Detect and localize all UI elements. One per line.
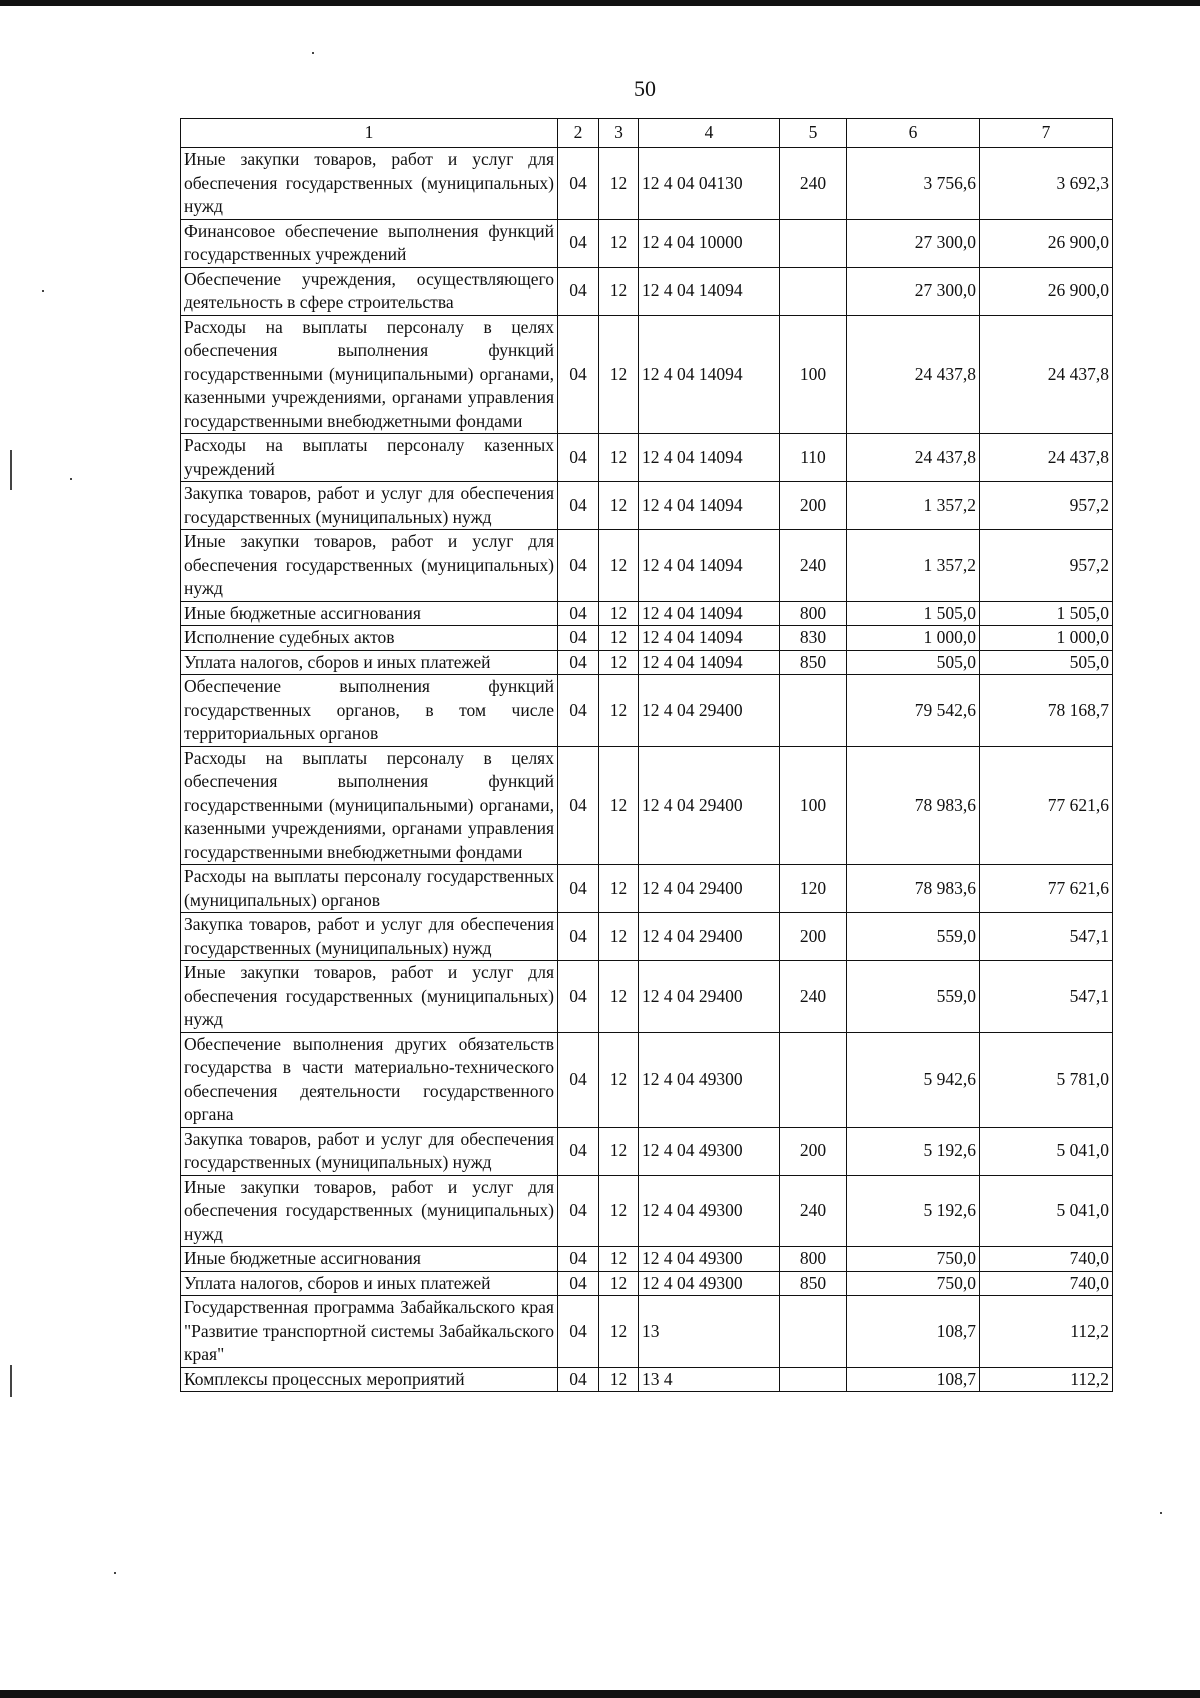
row-col3: 12 [599,1127,639,1175]
row-col2: 04 [558,601,599,626]
row-col2: 04 [558,1367,599,1392]
table-row [181,530,1113,602]
table-row [181,865,1113,913]
row-value-6: 108,7 [847,1367,980,1392]
row-col2: 04 [558,482,599,530]
row-value-7: 740,0 [980,1271,1113,1296]
row-name: Обеспечение выполнения других обязательств государства в части материально-технического обеспечения деятельности государственного органа [181,1032,558,1127]
row-type: 800 [780,1247,847,1272]
row-value-7: 112,2 [980,1367,1113,1392]
row-col2: 04 [558,1271,599,1296]
row-col3: 12 [599,675,639,747]
row-col2: 04 [558,746,599,865]
row-code: 12 4 04 49300 [639,1271,780,1296]
row-value-6: 108,7 [847,1296,980,1368]
row-value-6: 5 192,6 [847,1175,980,1247]
row-type [780,267,847,315]
row-code: 12 4 04 49300 [639,1175,780,1247]
row-code: 13 [639,1296,780,1368]
row-code: 12 4 04 10000 [639,219,780,267]
row-value-6: 750,0 [847,1271,980,1296]
row-col2: 04 [558,650,599,675]
row-col3: 12 [599,148,639,220]
row-code: 12 4 04 04130 [639,148,780,220]
table-row [181,482,1113,530]
row-col3: 12 [599,434,639,482]
row-value-7: 77 621,6 [980,746,1113,865]
row-value-7: 1 505,0 [980,601,1113,626]
row-value-6: 24 437,8 [847,434,980,482]
row-col3: 12 [599,530,639,602]
row-type: 200 [780,482,847,530]
table-row [181,148,1113,220]
row-col3: 12 [599,913,639,961]
row-value-7: 5 041,0 [980,1127,1113,1175]
row-code: 12 4 04 29400 [639,675,780,747]
row-value-6: 1 000,0 [847,626,980,651]
row-code: 12 4 04 14094 [639,315,780,434]
row-value-7: 24 437,8 [980,434,1113,482]
row-name: Расходы на выплаты персоналу государственных (муниципальных) органов [181,865,558,913]
row-code: 12 4 04 49300 [639,1127,780,1175]
row-name: Обеспечение учреждения, осуществляющего деятельность в сфере строительства [181,267,558,315]
row-col2: 04 [558,1175,599,1247]
row-value-7: 5 041,0 [980,1175,1113,1247]
row-type: 110 [780,434,847,482]
row-col3: 12 [599,482,639,530]
page-number: 50 [634,76,656,101]
scan-speck [10,1365,12,1397]
row-value-7: 547,1 [980,913,1113,961]
row-value-6: 78 983,6 [847,865,980,913]
row-value-7: 740,0 [980,1247,1113,1272]
row-code: 12 4 04 14094 [639,626,780,651]
row-value-7: 78 168,7 [980,675,1113,747]
row-col2: 04 [558,1127,599,1175]
row-col2: 04 [558,315,599,434]
row-value-7: 957,2 [980,530,1113,602]
row-value-6: 505,0 [847,650,980,675]
row-type [780,675,847,747]
table-row [181,1367,1113,1392]
row-col2: 04 [558,961,599,1033]
row-name: Расходы на выплаты персоналу в целях обеспечения выполнения функций государственными (муниципальными) органами, казенными учреждениями, органами управления государственными внебюджетными фондами [181,315,558,434]
row-name: Закупка товаров, работ и услуг для обеспечения государственных (муниципальных) нужд [181,1127,558,1175]
row-name: Расходы на выплаты персоналу казенных учреждений [181,434,558,482]
budget-table [180,118,1113,1392]
table-row [181,675,1113,747]
row-col2: 04 [558,913,599,961]
row-code: 12 4 04 29400 [639,913,780,961]
table-row [181,961,1113,1033]
row-name: Государственная программа Забайкальского края "Развитие транспортной системы Забайкальского края" [181,1296,558,1368]
table-row [181,1175,1113,1247]
header-cell: 2 [558,119,599,148]
row-type: 240 [780,961,847,1033]
row-col2: 04 [558,434,599,482]
row-name: Иные бюджетные ассигнования [181,601,558,626]
row-type [780,1032,847,1127]
table-row [181,1247,1113,1272]
row-col3: 12 [599,961,639,1033]
row-col2: 04 [558,267,599,315]
scan-edge-bottom [0,1690,1200,1698]
row-col2: 04 [558,1032,599,1127]
row-name: Иные бюджетные ассигнования [181,1247,558,1272]
row-name: Закупка товаров, работ и услуг для обеспечения государственных (муниципальных) нужд [181,913,558,961]
row-name: Иные закупки товаров, работ и услуг для обеспечения государственных (муниципальных) нужд [181,961,558,1033]
row-code: 12 4 04 49300 [639,1247,780,1272]
table-row [181,267,1113,315]
table-row [181,315,1113,434]
row-name: Иные закупки товаров, работ и услуг для обеспечения государственных (муниципальных) нужд [181,530,558,602]
row-value-6: 27 300,0 [847,267,980,315]
row-type: 850 [780,650,847,675]
row-type: 830 [780,626,847,651]
row-value-6: 1 505,0 [847,601,980,626]
row-col3: 12 [599,267,639,315]
row-col3: 12 [599,601,639,626]
row-value-7: 24 437,8 [980,315,1113,434]
row-name: Расходы на выплаты персоналу в целях обеспечения выполнения функций государственными (муниципальными) органами, казенными учреждениями, органами управления государственными внебюджетными фондами [181,746,558,865]
row-value-7: 505,0 [980,650,1113,675]
row-col2: 04 [558,148,599,220]
header-cell: 4 [639,119,780,148]
row-value-6: 27 300,0 [847,219,980,267]
row-type: 100 [780,746,847,865]
row-value-6: 3 756,6 [847,148,980,220]
table-row [181,219,1113,267]
header-cell: 6 [847,119,980,148]
row-name: Иные закупки товаров, работ и услуг для обеспечения государственных (муниципальных) нужд [181,1175,558,1247]
row-code: 12 4 04 14094 [639,530,780,602]
row-name: Уплата налогов, сборов и иных платежей [181,1271,558,1296]
row-value-6: 5 192,6 [847,1127,980,1175]
row-name: Иные закупки товаров, работ и услуг для обеспечения государственных (муниципальных) нужд [181,148,558,220]
row-type: 200 [780,913,847,961]
row-value-7: 77 621,6 [980,865,1113,913]
row-value-7: 957,2 [980,482,1113,530]
scan-speck [42,290,44,292]
row-col3: 12 [599,1175,639,1247]
scan-edge-top [0,0,1200,6]
table-row [181,1032,1113,1127]
row-code: 12 4 04 29400 [639,865,780,913]
row-type [780,219,847,267]
scan-speck [70,478,72,480]
row-col2: 04 [558,626,599,651]
row-col2: 04 [558,865,599,913]
row-col3: 12 [599,1032,639,1127]
scan-speck [114,1572,116,1574]
row-value-6: 5 942,6 [847,1032,980,1127]
row-name: Комплексы процессных мероприятий [181,1367,558,1392]
table-row [181,1271,1113,1296]
row-code: 13 4 [639,1367,780,1392]
row-col3: 12 [599,650,639,675]
row-col3: 12 [599,746,639,865]
row-value-6: 559,0 [847,913,980,961]
table-row [181,601,1113,626]
row-value-6: 79 542,6 [847,675,980,747]
row-value-7: 5 781,0 [980,1032,1113,1127]
row-type: 800 [780,601,847,626]
row-code: 12 4 04 29400 [639,746,780,865]
header-cell: 7 [980,119,1113,148]
header-row [181,119,1113,148]
row-type: 240 [780,530,847,602]
row-col3: 12 [599,1247,639,1272]
row-code: 12 4 04 14094 [639,482,780,530]
row-value-6: 1 357,2 [847,530,980,602]
row-col3: 12 [599,1271,639,1296]
row-col2: 04 [558,219,599,267]
row-col3: 12 [599,315,639,434]
row-type: 240 [780,148,847,220]
row-type [780,1296,847,1368]
scan-speck [312,52,314,54]
row-name: Закупка товаров, работ и услуг для обеспечения государственных (муниципальных) нужд [181,482,558,530]
row-value-7: 547,1 [980,961,1113,1033]
row-col3: 12 [599,1296,639,1368]
row-col3: 12 [599,626,639,651]
row-value-6: 78 983,6 [847,746,980,865]
row-value-7: 26 900,0 [980,267,1113,315]
table-row [181,1127,1113,1175]
row-code: 12 4 04 14094 [639,434,780,482]
header-cell: 1 [181,119,558,148]
row-type: 240 [780,1175,847,1247]
row-value-6: 750,0 [847,1247,980,1272]
row-type: 200 [780,1127,847,1175]
row-value-6: 559,0 [847,961,980,1033]
row-code: 12 4 04 14094 [639,267,780,315]
row-col3: 12 [599,1367,639,1392]
table-row [181,650,1113,675]
row-code: 12 4 04 14094 [639,601,780,626]
row-col2: 04 [558,1247,599,1272]
scan-speck [10,450,12,490]
table-row [181,1296,1113,1368]
row-value-6: 1 357,2 [847,482,980,530]
row-value-6: 24 437,8 [847,315,980,434]
row-name: Финансовое обеспечение выполнения функций государственных учреждений [181,219,558,267]
row-type: 850 [780,1271,847,1296]
row-value-7: 1 000,0 [980,626,1113,651]
row-value-7: 112,2 [980,1296,1113,1368]
header-cell: 3 [599,119,639,148]
row-value-7: 26 900,0 [980,219,1113,267]
row-type: 120 [780,865,847,913]
row-col3: 12 [599,219,639,267]
row-name: Уплата налогов, сборов и иных платежей [181,650,558,675]
row-name: Обеспечение выполнения функций государственных органов, в том числе территориальных органов [181,675,558,747]
row-col2: 04 [558,675,599,747]
table-row [181,434,1113,482]
row-code: 12 4 04 14094 [639,650,780,675]
row-code: 12 4 04 29400 [639,961,780,1033]
row-col2: 04 [558,530,599,602]
row-type: 100 [780,315,847,434]
row-type [780,1367,847,1392]
row-col2: 04 [558,1296,599,1368]
table-row [181,746,1113,865]
table-row [181,626,1113,651]
header-cell: 5 [780,119,847,148]
scan-speck [1160,1512,1162,1514]
row-col3: 12 [599,865,639,913]
row-code: 12 4 04 49300 [639,1032,780,1127]
row-value-7: 3 692,3 [980,148,1113,220]
row-name: Исполнение судебных актов [181,626,558,651]
table-row [181,913,1113,961]
